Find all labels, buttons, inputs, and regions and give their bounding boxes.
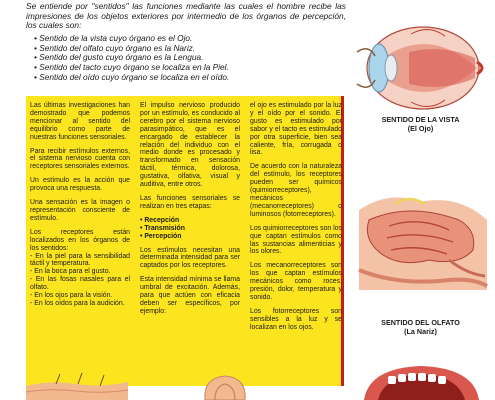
caption-title: SENTIDO DE LA VISTA (381, 115, 460, 124)
paragraph: Los fotorreceptores son sensibles a la luz y se localizan en los ojos. (250, 307, 342, 331)
caption-subtitle: (El Ojo) (407, 124, 434, 133)
paragraph: Una sensación es la imagen o representación consciente de estímulo. (30, 199, 130, 222)
info-panel (26, 96, 344, 386)
list-item: - En los oídos para la audición. (30, 300, 130, 308)
text-column-3 (250, 102, 342, 338)
paragraph: Las funciones sensoriales se realizan en tres etapas: (140, 194, 240, 210)
list-item: - En la boca para el gusto. (30, 268, 130, 276)
eye-caption (346, 115, 495, 133)
skin-illustration (26, 372, 128, 400)
nose-caption (346, 318, 495, 336)
list-item: • Sentido del oído cuyo órgano se localiza en el oído. (34, 73, 346, 83)
list-item: • Sentido del olfato cuyo órgano es la Nariz. (34, 44, 346, 54)
list-item: - En la piel para la sensibilidad táctil y temperatura. (30, 253, 130, 269)
list-item: • Sentido del tacto cuyo órgano se localiza en la Piel. (34, 63, 346, 73)
paragraph: El impulso nervioso producido por un estímulo, es conducido al cerebro por el sistema nervioso parasimpático, que es el encargado de establecer la relación del individuo con el medio donde es procesado y transformado en sensación táctil, térmica, dolorosa, gustativa, olfativa, visual y auditiva, entre otros. (140, 102, 240, 189)
nose-illustration (349, 190, 492, 300)
caption-title: SENTIDO DEL OLFATO (381, 318, 460, 327)
paragraph: Un estímulo es la acción que provoca una respuesta. (30, 177, 130, 193)
intro-section (26, 2, 346, 83)
list-item: - En los ojos para la visión. (30, 292, 130, 300)
paragraph: De acuerdo con la naturaleza del estímulo, los receptores pueden ser químicos (quimiorreceptores), mecánicos (mecanorreceptores) o luminosos (fotorreceptores). (250, 163, 342, 218)
paragraph: Los mecanorreceptores son los que captan estímulos mecánicos como roces, presión, dolor, temperatura y sonido. (250, 262, 342, 301)
illustration-column (346, 0, 495, 400)
paragraph: Los receptores están localizados en los órganos de los sentidos: (30, 228, 130, 252)
paragraph: Esta intensidad mínima se llama umbral de excitación. Además, para que actúen con eficacia deben ser específicos, por ejemplo: (140, 276, 240, 315)
paragraph: Los quimiorreceptores son los que captan estímulos como las sustancias alimenticias y los olores. (250, 224, 342, 256)
list-item: • Recepción (140, 217, 240, 225)
receptor-list (30, 253, 130, 308)
text-column-1 (30, 102, 130, 308)
stages-list (140, 217, 240, 241)
paragraph: Los estímulos necesitan una determinada intensidad para ser captados por los receptores. (140, 246, 240, 270)
intro-text: Se entiende por "sentidos" las funciones mediante las cuales el hombre recibe las impresiones de los objetos exteriores por intermedio de los órganos de percepción, los cuales son: (26, 1, 346, 31)
senses-list (34, 34, 346, 83)
ear-illustration (195, 372, 255, 400)
list-item: - En las fosas nasales para el olfato. (30, 276, 130, 292)
list-item: • Sentido de la vista cuyo órgano es el Ojo. (34, 34, 346, 44)
paragraph: el ojo es estimulado por la luz y el oído por el sonido. El gusto es estimulado por sabor y el tacto es estimulado por otra superficie, bien sea caliente, fría, corrugada o lisa. (250, 102, 342, 157)
caption-subtitle: (La Nariz) (404, 327, 437, 336)
list-item: • Percepción (140, 233, 240, 241)
eye-illustration (349, 22, 492, 112)
list-item: • Transmisión (140, 225, 240, 233)
paragraph: Las últimas investigaciones han demostrado que podemos mencionar al sentido del equilibrio como parte de nuestras funciones sensoriales. (30, 102, 130, 141)
mouth-illustration (354, 362, 489, 400)
paragraph: Para recibir estímulos externos, el sistema nervioso cuenta con receptores sensoriales externos. (30, 147, 130, 171)
list-item: • Sentido del gusto cuyo órgano es la Lengua. (34, 53, 346, 63)
text-column-2 (140, 102, 240, 322)
